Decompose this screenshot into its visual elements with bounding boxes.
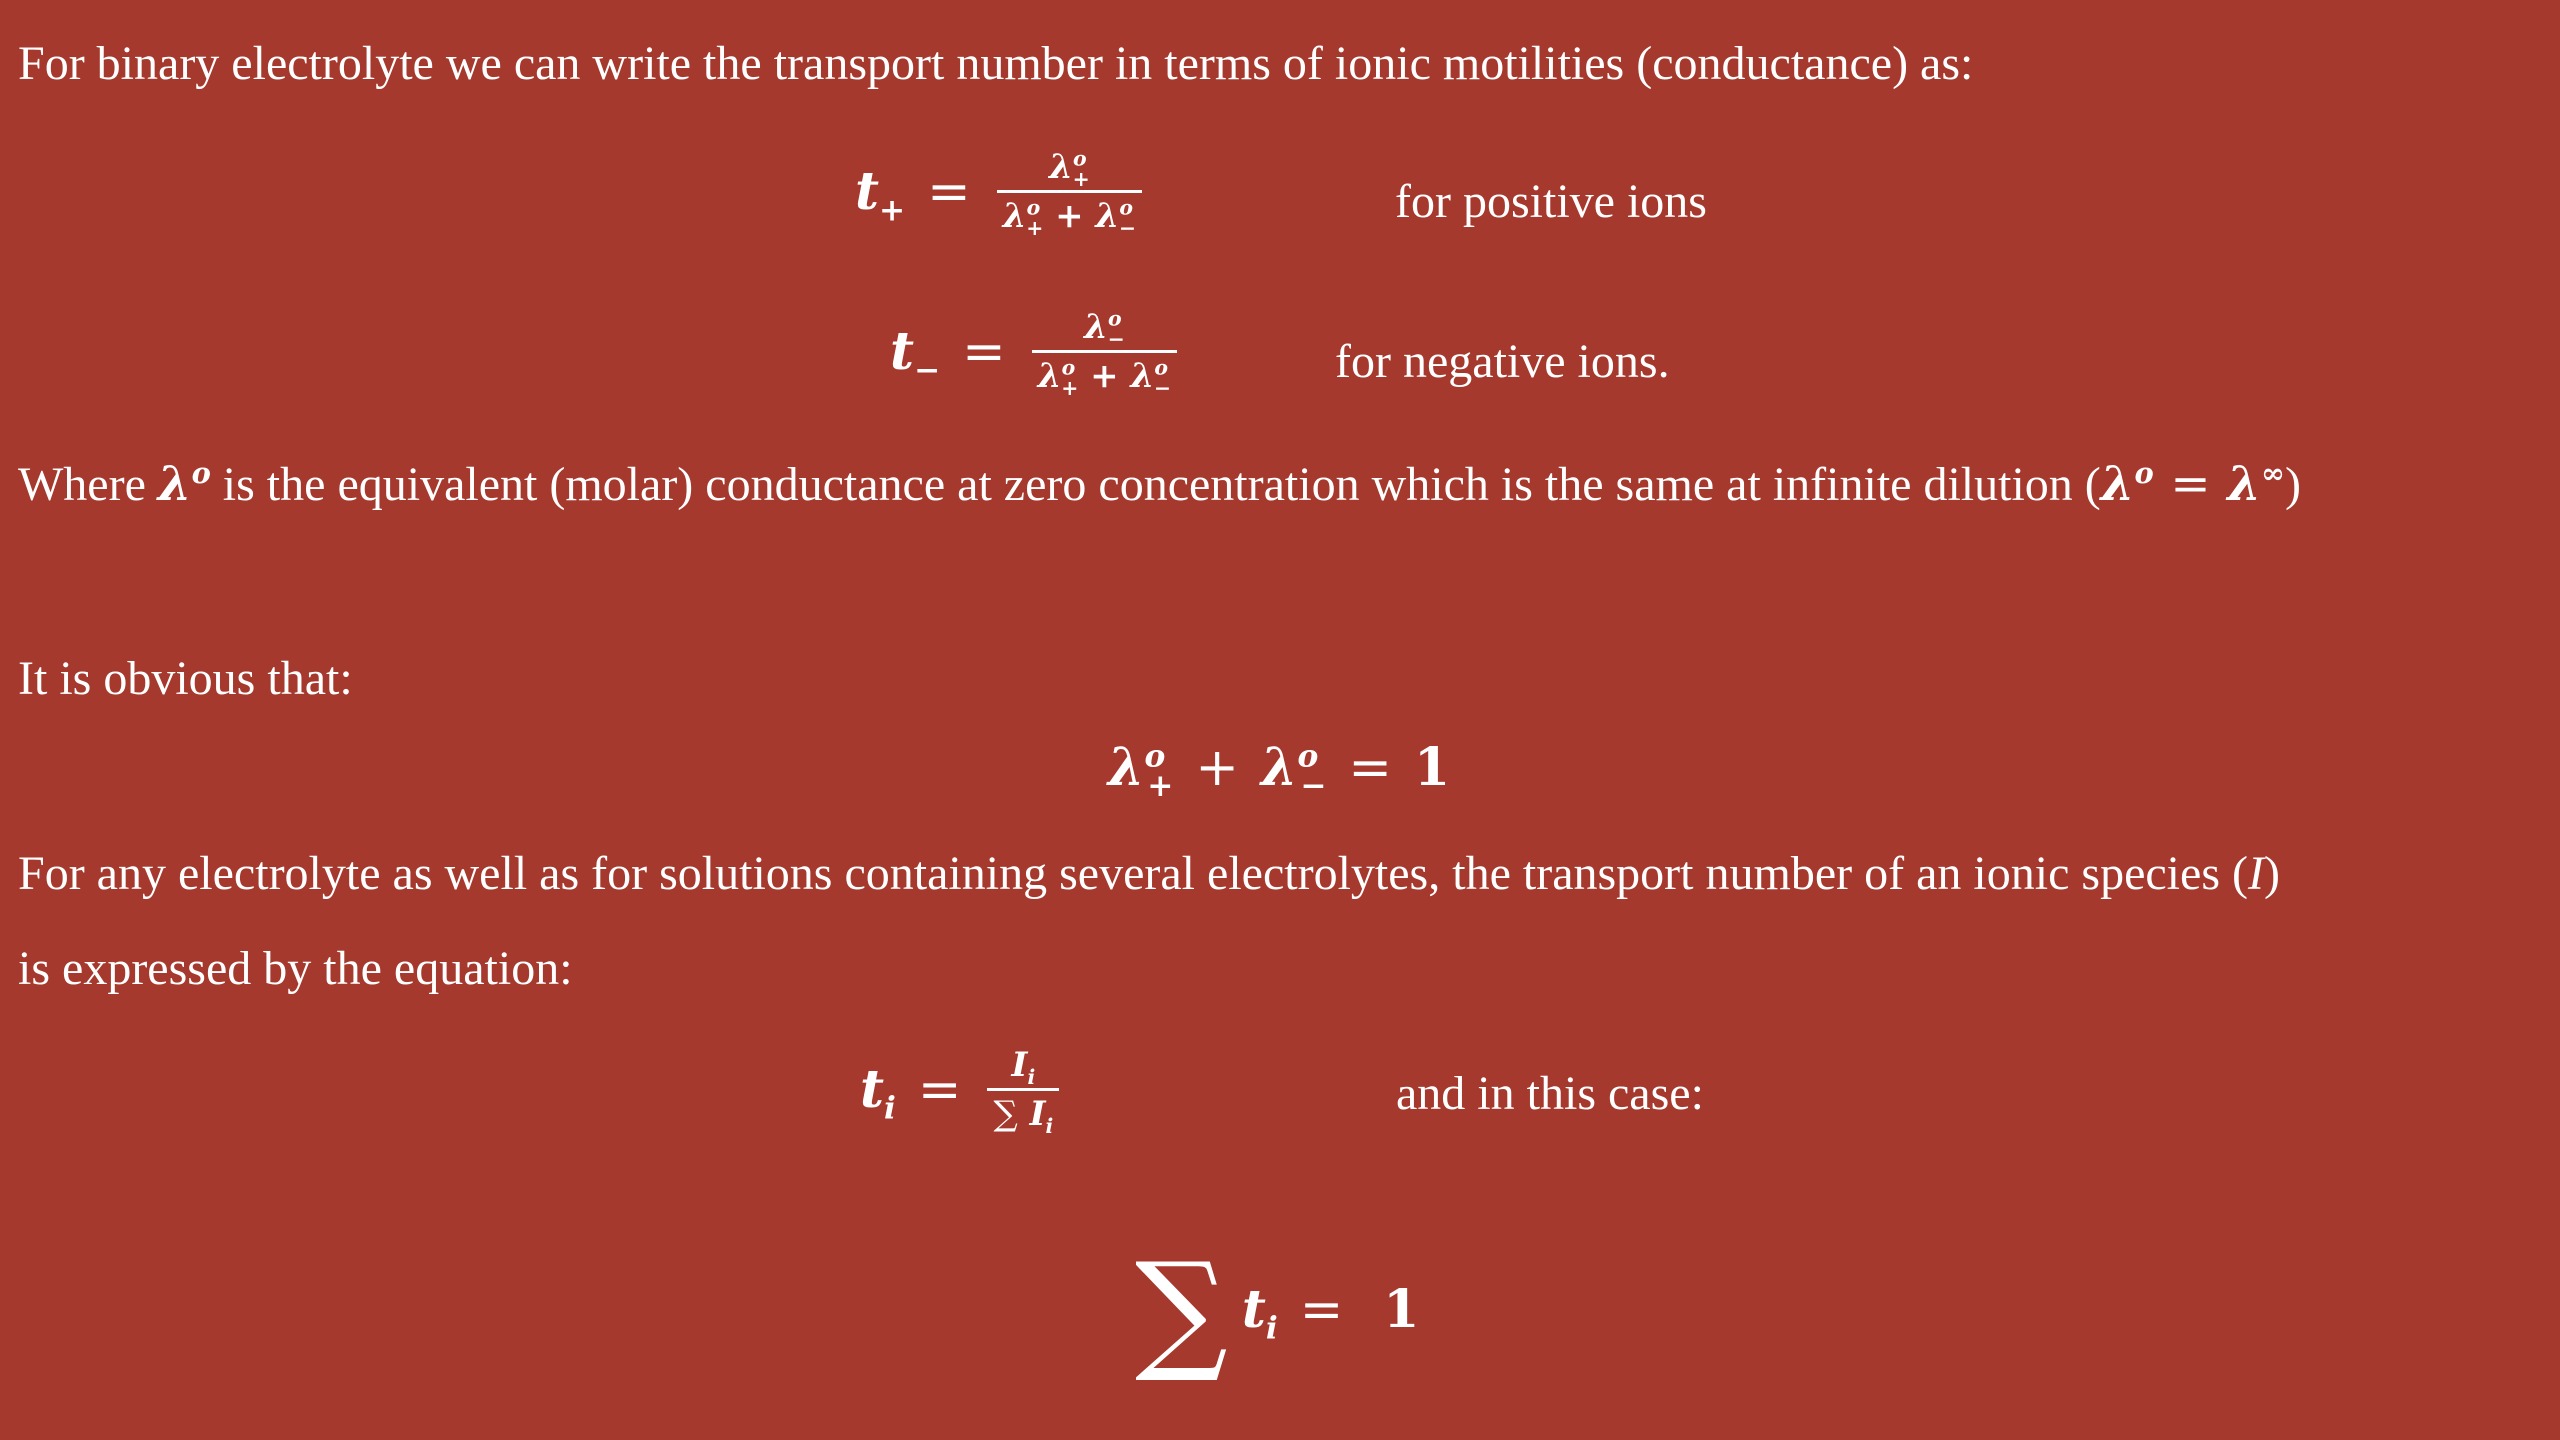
t-minus-symbol: $t_-$: [890, 320, 941, 388]
t-plus-fraction: $\frac{\lambda^o_+}{\lambda^o_+ + \lambda^o_-}$: [997, 150, 1142, 233]
t-minus-fraction: $\frac{\lambda^o_-}{\lambda^o_+ + \lambda^o_-}$: [1032, 310, 1177, 393]
case-label: and in this case:: [1396, 1067, 1704, 1120]
sum-value: 1: [1383, 1279, 1420, 1340]
any-electrolyte-line1: For any electrolyte as well as for solutions containing several electrolytes, the transport number of an ionic species (I): [18, 847, 2280, 900]
t-i-fraction: $\frac{I_i}{\sum I_i}$: [987, 1048, 1059, 1131]
any-electrolyte-line2: is expressed by the equation:: [18, 942, 573, 995]
equation-t-plus: [855, 146, 1142, 240]
t-plus-symbol: $t_+$: [855, 160, 906, 228]
negative-ions-label: for negative ions.: [1335, 335, 1670, 388]
equation-sum-ti: ∑ $t_i$ = 1: [1135, 1234, 1420, 1386]
obvious-text: It is obvious that:: [18, 652, 353, 705]
equation-lambda-sum: $\lambda^o_+$ + $\lambda^o_-$ = 1: [1108, 737, 1451, 805]
where-before: Where: [18, 458, 146, 511]
equation-t-i: [860, 1045, 1059, 1138]
t-i-symbol: $t_i$: [860, 1058, 896, 1126]
lambda-zero-symbol: $\lambda^o$: [157, 456, 211, 512]
equals-sign: =: [927, 161, 971, 222]
equation-t-minus: [890, 306, 1177, 400]
equals-sign: =: [917, 1059, 962, 1120]
intro-text: For binary electrolyte we can write the transport number in terms of ionic motilities (conductance) as:: [18, 37, 1974, 90]
equals-sign: =: [962, 321, 1006, 382]
where-middle: is the equivalent (molar) conductance at zero concentration which is the same at infinite dilution (: [222, 458, 2101, 511]
where-text: [18, 456, 2301, 512]
lambda-equality: $\lambda^o = \lambda^\infty$: [2100, 456, 2285, 512]
lambda-sum-value: 1: [1414, 737, 1451, 798]
positive-ions-label: for positive ions: [1395, 175, 1707, 228]
sigma-symbol: ∑: [1135, 1234, 1228, 1386]
where-end: ): [2284, 458, 2301, 511]
ionic-species-symbol: I: [2247, 847, 2264, 900]
